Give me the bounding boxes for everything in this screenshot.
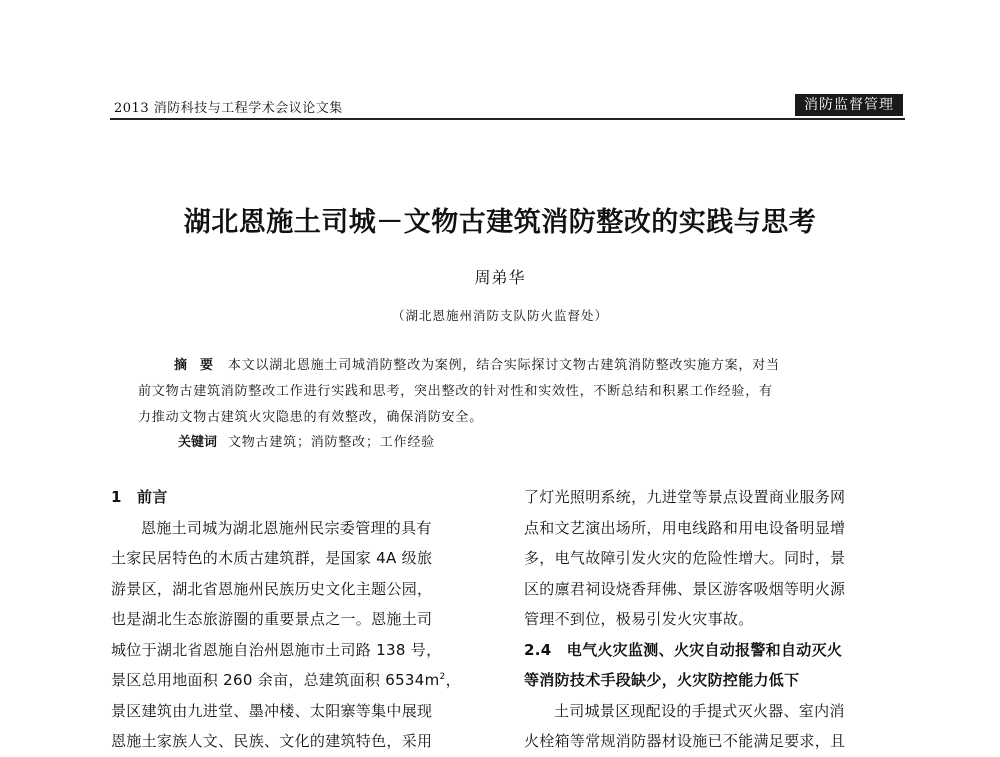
abstract-line: 前文物古建筑消防整改工作进行实践和思考，突出整改的针对性和实效性，不断总结和积累工作经验，有 xyxy=(138,384,773,399)
body-line: 土司城景区现配设的手提式灭火器、室内消 xyxy=(554,701,845,720)
keywords xyxy=(178,431,435,450)
keywords-label: 关键词 xyxy=(178,435,218,450)
body-line-punct: ， xyxy=(445,671,461,689)
section-heading: 1 前言 xyxy=(111,488,168,506)
paper-title: 湖北恩施土司城－文物古建筑消防整改的实践与思考 xyxy=(183,207,817,238)
body-line: 景区建筑由九进堂、墨冲楼、太阳寨等集中展现 xyxy=(111,701,433,720)
subsection-heading: 2.4 电气火灾监测、火灾自动报警和自动灭火 xyxy=(524,640,843,659)
abstract-line-text: 本文以湖北恩施土司城消防整改为案例，结合实际探讨文物古建筑消防整改实施方案，对当 xyxy=(227,358,780,373)
keywords-text: 文物古建筑；消防整改；工作经验 xyxy=(227,435,435,450)
author-name: 周弟华 xyxy=(474,268,526,287)
abstract xyxy=(138,353,873,431)
abstract-line: 力推动文物古建筑火灾隐患的有效整改，确保消防安全。 xyxy=(138,410,484,425)
body-line: 多，电气故障引发火灾的危险性增大。同时，景 xyxy=(524,549,846,567)
body-line: 了灯光照明系统，九进堂等景点设置商业服务网 xyxy=(524,488,846,506)
header-divider xyxy=(110,118,905,120)
section-label-badge: 消防监督管理 xyxy=(795,94,903,116)
abstract-line xyxy=(138,353,873,379)
subsection-heading: 等消防技术手段缺少，火灾防控能力低下 xyxy=(524,671,800,689)
body-line: 点和文艺演出场所，用电线路和用电设备明显增 xyxy=(524,518,846,537)
body-line-area xyxy=(111,665,496,696)
superscript: 2 xyxy=(439,672,446,682)
body-line: 管理不到位，极易引发火灾事故。 xyxy=(524,610,754,628)
body-line: 城位于湖北省恩施自治州恩施市土司路 138 号， xyxy=(111,640,442,659)
abstract-label: 摘 要 xyxy=(174,358,214,373)
body-line: 游景区，湖北省恩施州民族历史文化主题公园， xyxy=(111,579,433,598)
body-line: 区的廪君祠设烧香拜佛、景区游客吸烟等明火源 xyxy=(524,579,846,598)
right-column xyxy=(524,482,909,757)
running-header: 2013 消防科技与工程学术会议论文集 xyxy=(114,101,343,116)
body-line-text: 景区总用地面积 260 余亩，总建筑面积 6534m xyxy=(111,671,440,689)
author-affiliation: （湖北恩施州消防支队防火监督处） xyxy=(391,308,608,323)
body-line: 恩施土司城为湖北恩施州民宗委管理的具有 xyxy=(141,518,432,537)
body-line: 恩施土家族人文、民族、文化的建筑特色，采用 xyxy=(111,732,433,750)
left-column xyxy=(111,482,496,757)
body-line: 土家民居特色的木质古建筑群，是国家 4A 级旅 xyxy=(111,549,433,567)
body-line: 也是湖北生态旅游圈的重要景点之一。恩施土司 xyxy=(111,610,433,628)
body-line: 火栓箱等常规消防器材设施已不能满足要求，且 xyxy=(524,732,846,750)
